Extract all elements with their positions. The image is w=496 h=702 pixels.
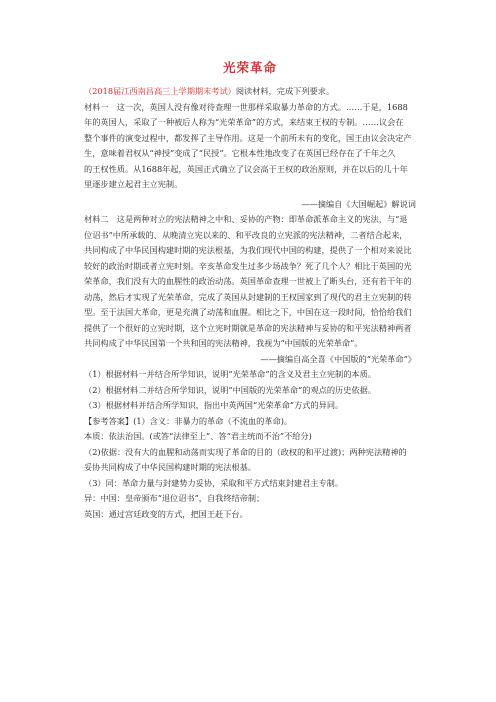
material-1-line: 里逐步建立起君主立宪制。 <box>84 179 183 189</box>
material-2-line: 荣革命，我们没有大的血腥性的政治动荡。英国革命查理一世被上了断头台，还有若干年的 <box>84 276 412 286</box>
document-page <box>84 58 416 522</box>
material-1 <box>84 100 416 193</box>
answer-line: （2)依据：没有大的血腥和动荡而实现了革命的目的（政权的和平过渡)；两种宪法精神的 <box>84 446 407 457</box>
answer-line: 本质：依法治国。(或答“法律至上”、答“君主统而不治”不给分) <box>84 431 312 441</box>
material-2-line: 型。至于法国大革命，更是充满了动荡和血腥。相比之下，中国在这一段时间，恰恰给我们 <box>84 307 412 317</box>
question-item: （3）根据材料并结合所学知识，指出中英两国“光荣革命”方式的异同。 <box>84 400 344 410</box>
material-2-line: 共同构成了中华民国第一个共和国的宪法精神，我视为“中国版的光荣革命”。 <box>84 338 363 348</box>
answer-line: （3）同：革命力量与封建势力妥协，采取和平方式结束封建君主专制。 <box>84 477 344 488</box>
material-2-line: 较好的政治时期或者立宪时刻。辛亥革命发生过多少场战争？死了几个人？相比于英国的光 <box>84 260 412 271</box>
material-2-line: 共同构成了中华民国构建时期的宪法根基，为我们现代中国的构建，提供了一个相对来说比 <box>84 245 412 255</box>
answer-line: 英国：通过宫廷政变的方式，把国王赶下台。 <box>84 508 248 519</box>
citation-2: ——摘编自高全喜《中国版的“光荣革命”》 <box>260 353 416 364</box>
answer-line: 妥协共同构成了中华民国构建时期的宪法根基。 <box>84 462 256 472</box>
material-1-line: 材料一 这一次，英国人没有像对待查理一世那样采取暴力革命的方式。……于是，1688 <box>84 101 408 112</box>
question-item: （1）根据材料一并结合所学知识，说明“光荣革命”的含义及君主立宪制的本质。 <box>84 369 376 379</box>
question-item: （2）根据材料二并结合所学知识，说明“中国版的光荣革命”的观点的历史依据。 <box>84 384 376 395</box>
material-2-line: 动荡，然后才实现了光荣革命，完成了英国从封建制的王权国家到了现代的君主立宪制的转 <box>84 291 412 302</box>
material-1-line: 的王权性质。从1688年起，英国正式确立了议会高于王权的政治原则，并在以后的几十年 <box>84 163 408 174</box>
instruction-text: 阅读材料，完成下列要求。 <box>235 86 335 96</box>
material-2-line: 位诏书”中所承载的、从晚清立宪以来的、和平改良的立宪派的宪法精神，二者结合起来， <box>84 229 408 240</box>
material-1-line: 生，意味着君权从“神授”变成了“民授”。它根本性地改变了在英国已经存在了千年之久 <box>84 148 396 158</box>
material-2 <box>84 212 416 352</box>
material-2-line: 提供了一个很好的立宪时期，这个立宪时期就是革命的宪法精神与妥协的和平宪法精神两者 <box>84 322 412 333</box>
material-1-line: 整个事件的演变过程中，都发挥了主导作用。这是一个前所未有的变化，国王由议会决定产 <box>84 132 412 143</box>
material-1-line: 年的英国人，采取了一种被后人称为“光荣革命”的方式，来结束王权的专制。……议会在 <box>84 117 404 127</box>
answer-section <box>84 414 416 523</box>
intro-line <box>84 84 416 100</box>
questions <box>84 367 416 414</box>
answer-line: 【参考答案】(1）含义：非暴力的革命（不流血的革命)。 <box>84 415 293 426</box>
answer-line: 异：中国：皇帝颁布“退位诏书”，自我终结帝制； <box>84 493 265 503</box>
citation-1: ——摘编自《大国崛起》解说词 <box>301 198 416 209</box>
page-title: 光荣革命 <box>222 60 277 75</box>
material-2-line: 材料二 这是两种对立的宪法精神之中和、妥协的产物：即革命派革命主义的宪法，与“退 <box>84 214 408 224</box>
exam-source: （2018届江西南昌高三上学期期末考试） <box>84 86 236 96</box>
